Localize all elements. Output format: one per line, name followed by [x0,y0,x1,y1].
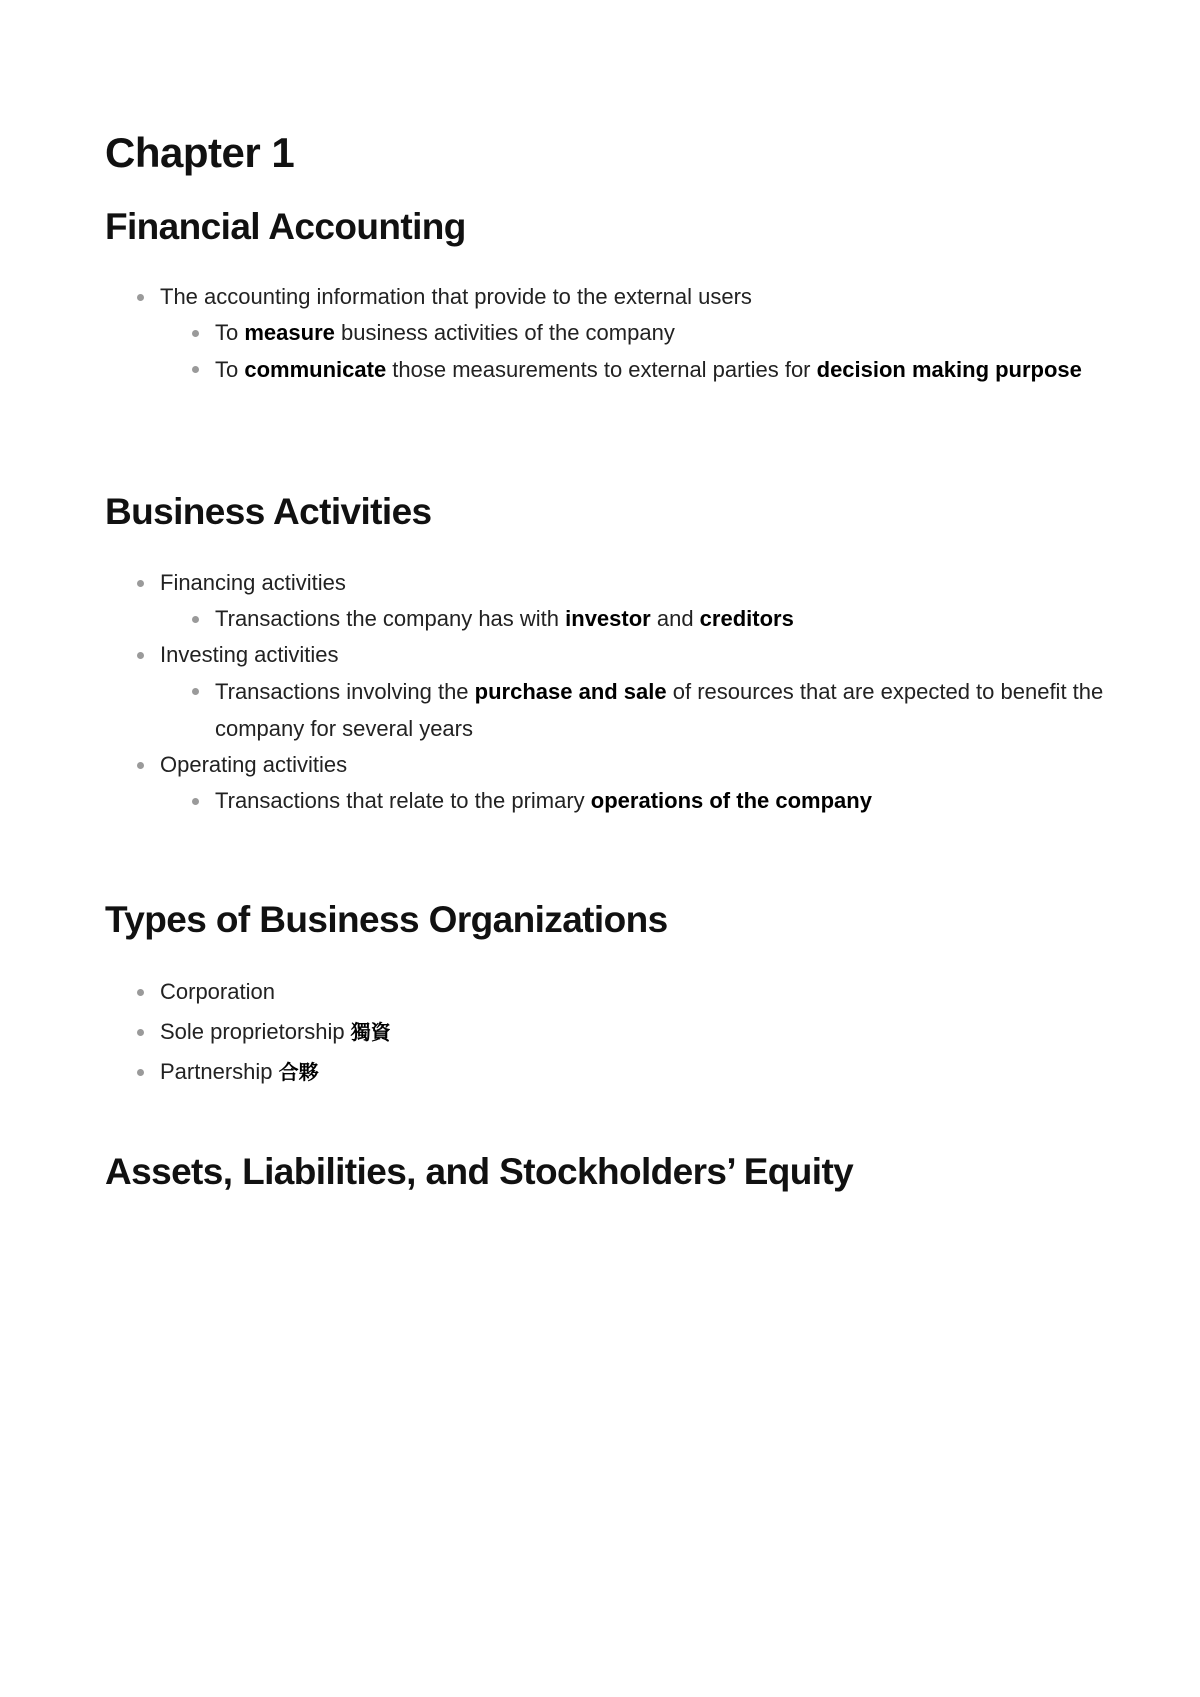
bullet-icon [137,1029,144,1036]
section-heading-financial-accounting: Financial Accounting [105,206,466,247]
list-item: Transactions that relate to the primary operations of the company [160,783,1105,819]
bullet-icon [192,616,199,623]
list-item: Sole proprietorship 獨資 [105,1012,1105,1052]
list-item: Financing activities Transactions the company has with investor and creditors [105,565,1105,637]
chapter-title: Chapter 1 [105,129,295,176]
bullet-icon [192,366,199,373]
list-item: To measure business activities of the company [160,315,1105,351]
section-heading-assets-liabilities-equity: Assets, Liabilities, and Stockholders’ Equity [105,1151,854,1192]
section-heading-business-activities: Business Activities [105,491,432,532]
list-item: Operating activities Transactions that relate to the primary operations of the company [105,747,1105,819]
bullet-icon [137,580,144,587]
sub-list [160,783,1105,819]
bullet-icon [137,1069,144,1076]
financial-accounting-list [105,279,1105,388]
bullet-icon [137,762,144,769]
bullet-icon [192,798,199,805]
list-item: Investing activities Transactions involving the purchase and sale of resources that are expected to benefit the company for several years [105,637,1105,747]
bullet-icon [192,688,199,695]
bullet-icon [137,294,144,301]
list-item: Partnership 合夥 [105,1052,1105,1092]
list-item: Corporation [105,972,1105,1012]
list-item: Transactions involving the purchase and sale of resources that are expected to benefit the company for several years [160,673,1105,747]
list-item: The accounting information that provide to the external users To measure business activities of the company To communicate those measurements to external parties for decision making purpose [105,279,1105,388]
list-item: Transactions the company has with investor and creditors [160,601,1105,637]
business-types-list [105,972,1105,1092]
business-activities-list [105,565,1105,819]
list-item: To communicate those measurements to external parties for decision making purpose [160,351,1105,388]
bullet-icon [137,652,144,659]
bullet-icon [192,330,199,337]
sub-list [160,601,1105,637]
section-heading-types-of-business: Types of Business Organizations [105,899,668,940]
bullet-icon [137,989,144,996]
sub-list [160,673,1105,747]
sub-list [160,315,1105,388]
